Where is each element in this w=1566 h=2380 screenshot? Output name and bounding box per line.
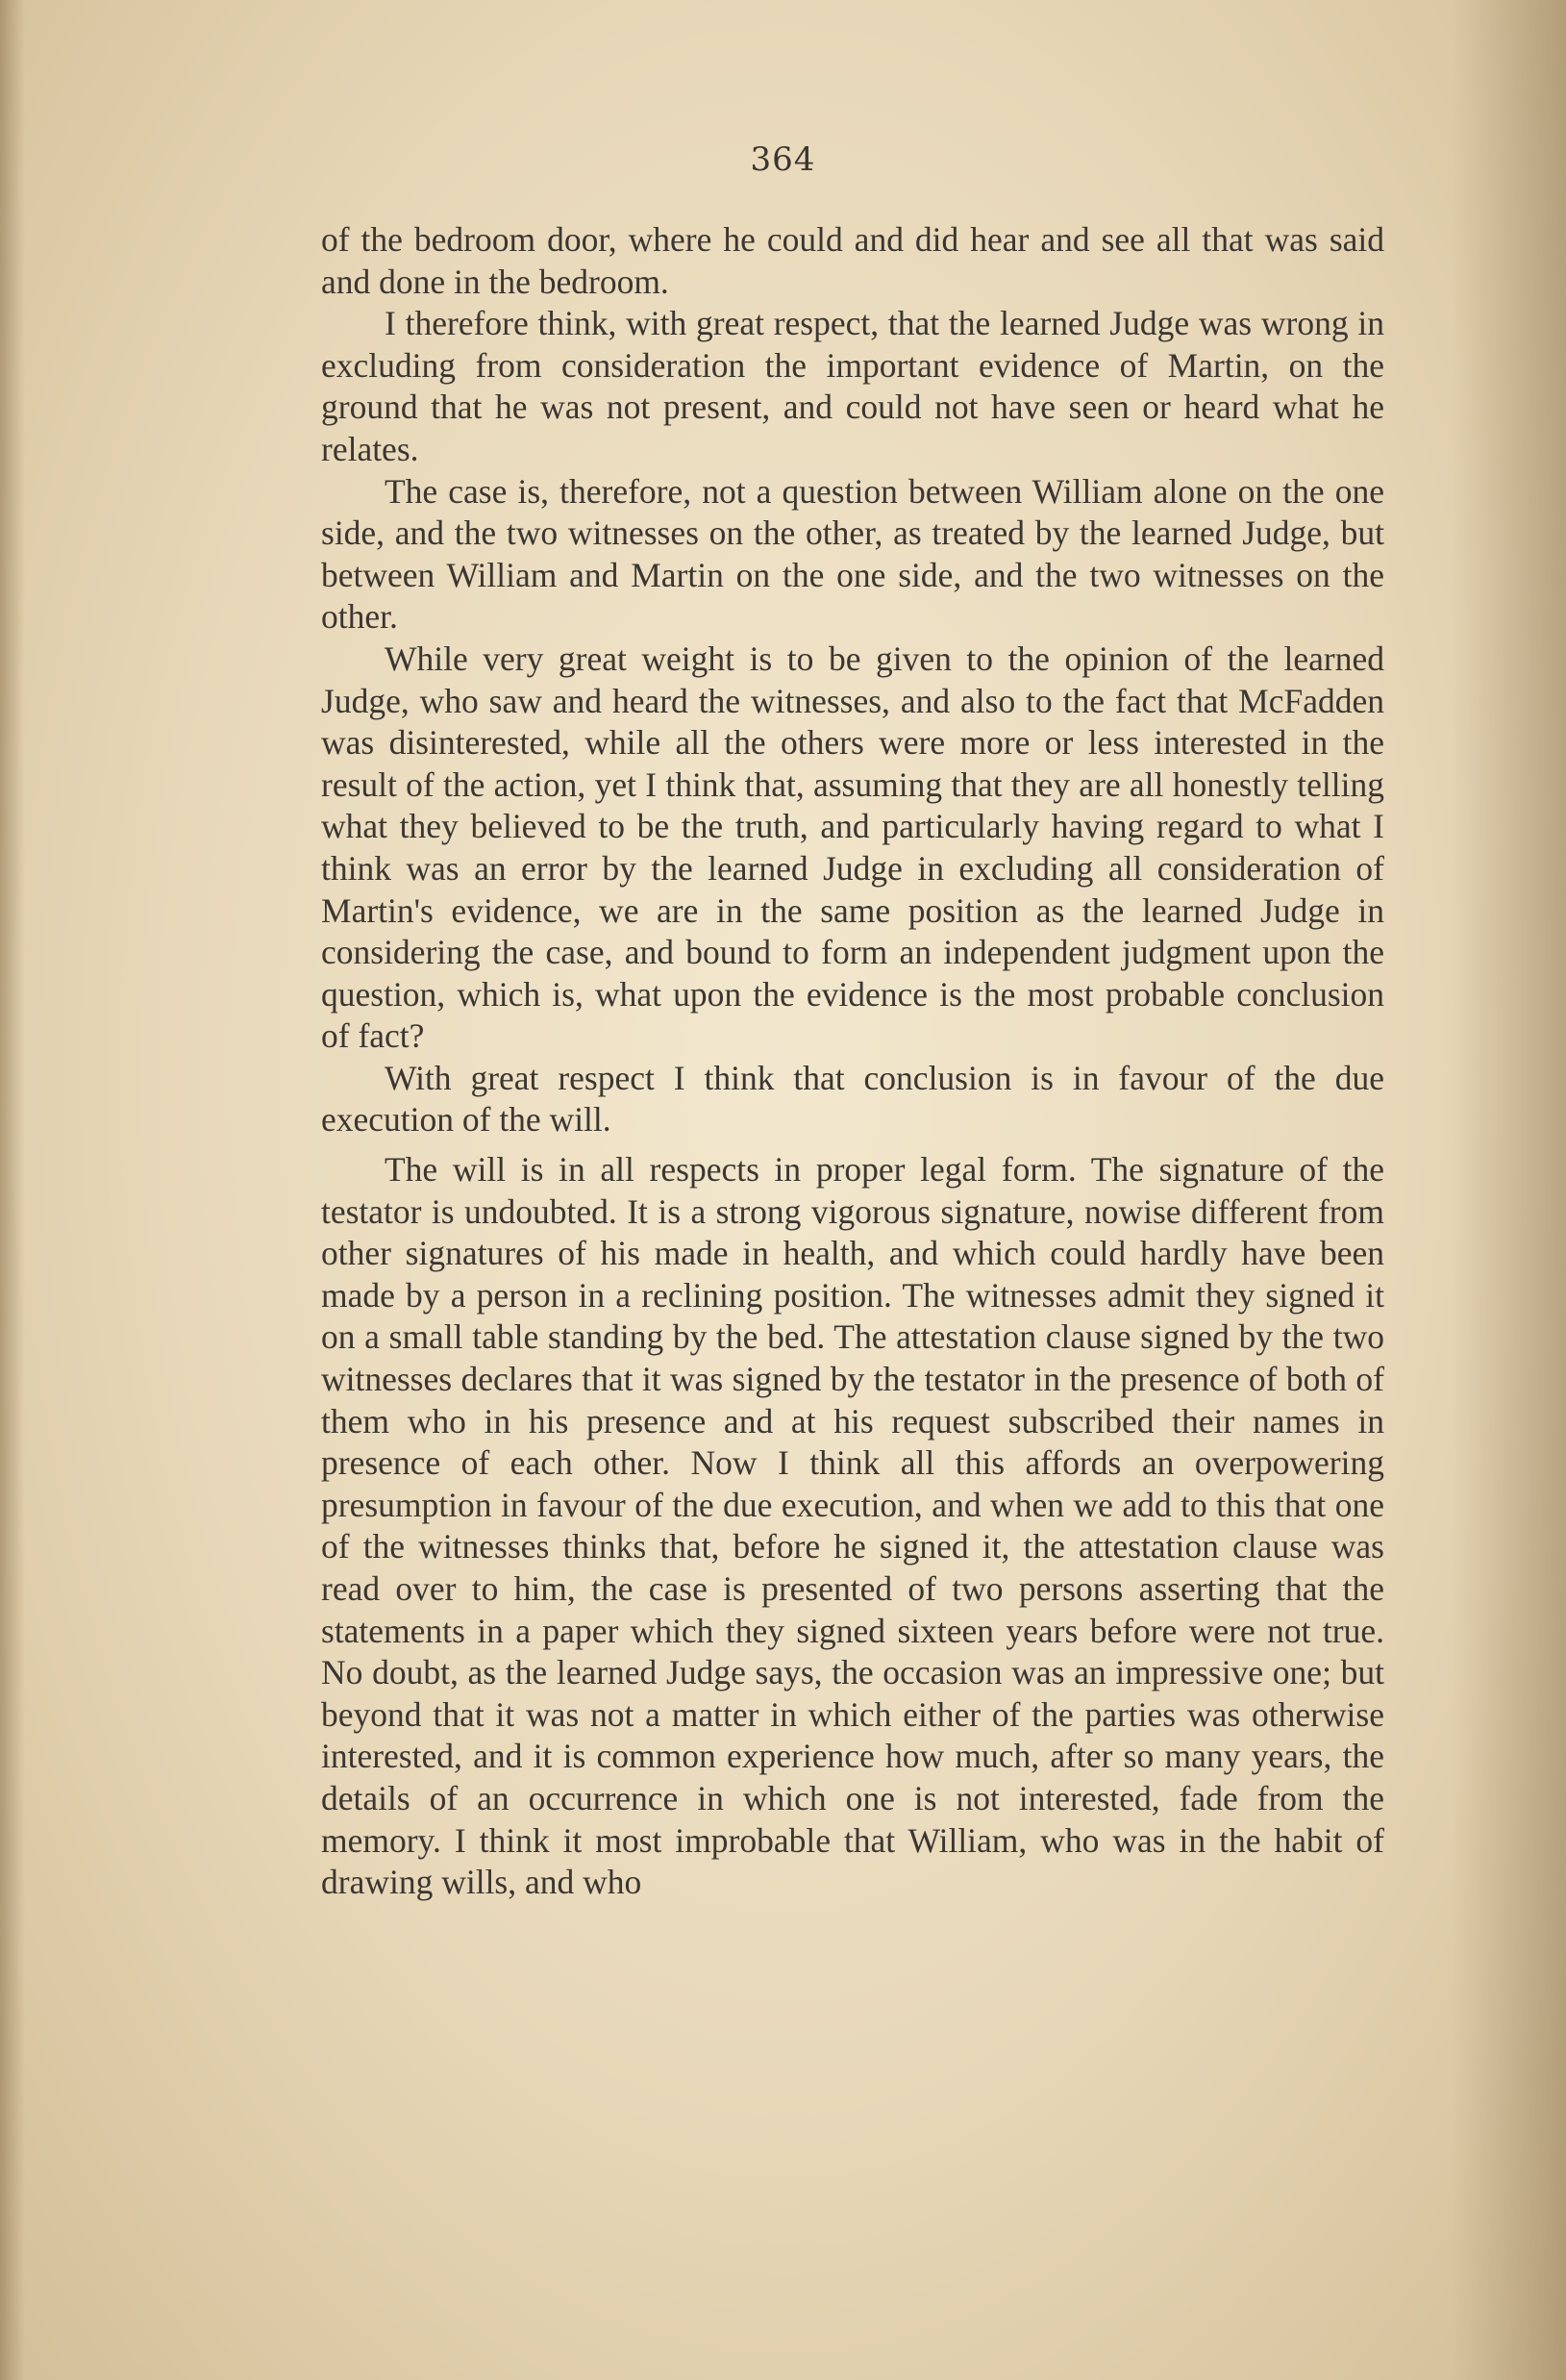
paragraph-2: I therefore think, with great respect, that the learned Judge was wrong in excluding from consideration the important evidence of Martin, on the ground that he was not present, and could not have seen or heard what he relates.	[321, 304, 1384, 468]
paragraph-5: With great respect I think that conclusion is in favour of the due execution of the will.	[321, 1058, 1384, 1140]
paragraph-1: of the bedroom door, where he could and did hear and see all that was said and done in the bedroom.	[321, 220, 1384, 301]
paragraph-4: While very great weight is to be given to the opinion of the learned Judge, who saw and heard the witnesses, and also to the fact that McFadden was disinterested, while all the others were more or less interested in the result of the action, yet I think that, assuming that they are all honestly telling what they believed to be the truth, and particularly having regard to what I think was an error by the learned Judge in excluding all consideration of Martin's evidence, we are in the same position as the learned Judge in considering the case, and bound to form an independent judgment upon the question, which is, what upon the evidence is the most probable conclusion of fact?	[321, 639, 1384, 1056]
paragraph-3: The case is, therefore, not a question between William alone on the one side, and the two witnesses on the other, as treated by the learned Judge, but between William and Martin on the one side, and the two witnesses on the other.	[321, 471, 1384, 637]
body-text	[321, 219, 1384, 1904]
page-number: 364	[750, 140, 816, 179]
paragraph-6: The will is in all respects in proper legal form. The signature of the testator is undoubted. It is a strong vigorous signature, nowise different from other signatures of his made in health, and which could hardly have been made by a person in a reclining position. The witnesses admit they signed it on a small table standing by the bed. The attestation clause signed by the two witnesses declares that it was signed by the testator in the presence of both of them who in his presence and at his request subscribed their names in presence of each other. Now I think all this affords an overpowering presumption in favour of the due execution, and when we add to this that one of the witnesses thinks that, before he signed it, the attestation clause was read over to him, the case is presented of two persons asserting that the statements in a paper which they signed sixteen years before were not true. No doubt, as the learned Judge says, the occasion was an impressive one; but beyond that it was not a matter in which either of the parties was otherwise interested, and it is common experience how much, after so many years, the details of an occurrence in which one is not interested, fade from the memory. I think it most improbable that William, who was in the habit of drawing wills, and who	[321, 1150, 1384, 1902]
